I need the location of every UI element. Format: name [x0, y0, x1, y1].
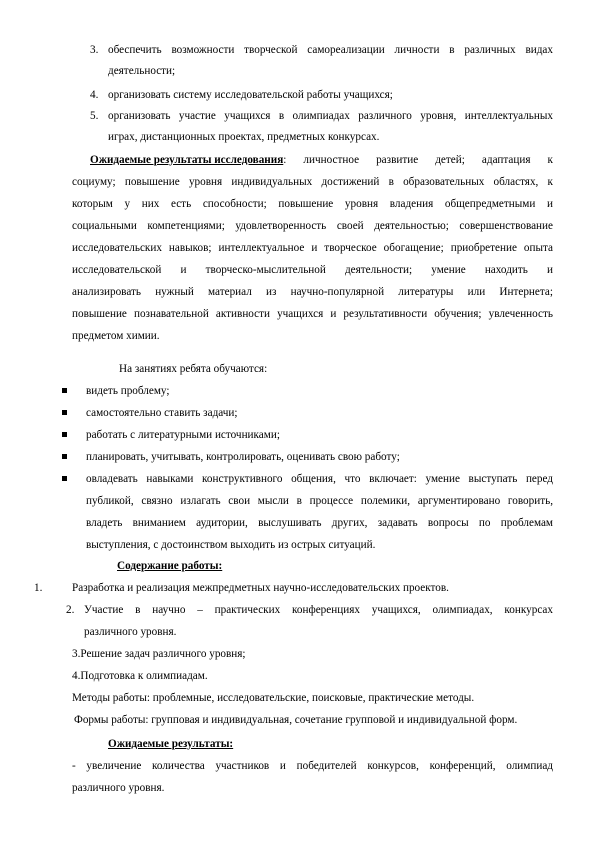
- list-number: 5.: [90, 110, 99, 122]
- list-item-text: организовать участие учащихся в олимпиадах различного уровня, интеллектуальных: [108, 110, 553, 122]
- content-item: различного уровня.: [84, 626, 177, 638]
- learn-item-continued: публикой, связно излагать свои мысли в процессе полемики, аргументировано говорить,: [86, 495, 553, 507]
- forms-line: Формы работы: групповая и индивидуальная, сочетание групповой и индивидуальной форм.: [74, 714, 518, 726]
- content-item: 3.Решение задач различного уровня;: [72, 648, 246, 660]
- list-item-text: деятельности;: [108, 65, 176, 77]
- learn-intro: На занятиях ребята обучаются:: [119, 363, 268, 375]
- learn-item: овладевать навыками конструктивного общения, что включает: умение выступать перед: [86, 473, 553, 485]
- expected-text-line: исследовательской и творческо-мыслительной деятельности; умение находить и: [72, 264, 553, 276]
- learn-item: работать с литературными источниками;: [86, 429, 280, 441]
- learn-item: планировать, учитывать, контролировать, оценивать свою работу;: [86, 451, 400, 463]
- square-bullet-icon: [62, 410, 67, 415]
- expected-text-line: социуму; повышение уровня индивидуальных достижений в образовательных областях, к: [72, 176, 553, 188]
- learn-item: самостоятельно ставить задачи;: [86, 407, 238, 419]
- learn-item: видеть проблему;: [86, 385, 170, 397]
- square-bullet-icon: [62, 388, 67, 393]
- list-number: 3.: [90, 44, 99, 56]
- results-text-line: - увеличение количества участников и победителей конкурсов, конференций, олимпиад: [72, 760, 553, 772]
- learn-item-continued: выступления, с достоинством выходить из острых ситуаций.: [86, 539, 376, 551]
- list-item-text: обеспечить возможности творческой самореализации личности в различных видах: [108, 44, 553, 56]
- expected-text-line: которым у них есть способности; повышение уровня владения общепредметными и: [72, 198, 553, 210]
- square-bullet-icon: [62, 454, 67, 459]
- expected-heading: Ожидаемые результаты исследования: [90, 154, 284, 166]
- content-item: 4.Подготовка к олимпиадам.: [72, 670, 208, 682]
- list-item-text: организовать систему исследовательской работы учащихся;: [108, 89, 393, 101]
- expected-first-line: [90, 153, 553, 167]
- expected-text-line: анализировать нужный материал из научно-популярной литературы или Интернета;: [72, 286, 553, 298]
- content-heading: Содержание работы:: [117, 560, 223, 572]
- methods-line: Методы работы: проблемные, исследовательские, поисковые, практические методы.: [72, 692, 475, 704]
- expected-text-line: исследовательских навыков; интеллектуальное и творческое обогащение; приобретение опыта: [72, 242, 553, 254]
- list-number: 2.: [66, 604, 75, 616]
- results-heading: Ожидаемые результаты:: [108, 738, 234, 750]
- list-number: 4.: [90, 89, 99, 101]
- square-bullet-icon: [62, 476, 67, 481]
- square-bullet-icon: [62, 432, 67, 437]
- expected-text-line: социальными компетенциями; удовлетворенность своей деятельностью; совершенствование: [72, 220, 553, 232]
- learn-item-continued: владеть вниманием аудитории, выслушивать других, задавать вопросы по проблемам: [86, 517, 553, 529]
- results-text-line: различного уровня.: [72, 782, 165, 794]
- content-item: Разработка и реализация межпредметных научно-исследовательских проектов.: [72, 582, 449, 594]
- expected-text-line: повышение познавательной активности учащихся и результативности обучения; увлеченность: [72, 308, 553, 320]
- list-number: 1.: [34, 582, 43, 594]
- expected-text-line: : личностное развитие детей; адаптация к: [283, 154, 553, 166]
- list-item-text: играх, дистанционных проектах, предметных конкурсах.: [108, 131, 380, 143]
- content-item: Участие в научно – практических конференциях учащихся, олимпиадах, конкурсах: [84, 604, 553, 616]
- expected-text-line: предметом химии.: [72, 330, 160, 342]
